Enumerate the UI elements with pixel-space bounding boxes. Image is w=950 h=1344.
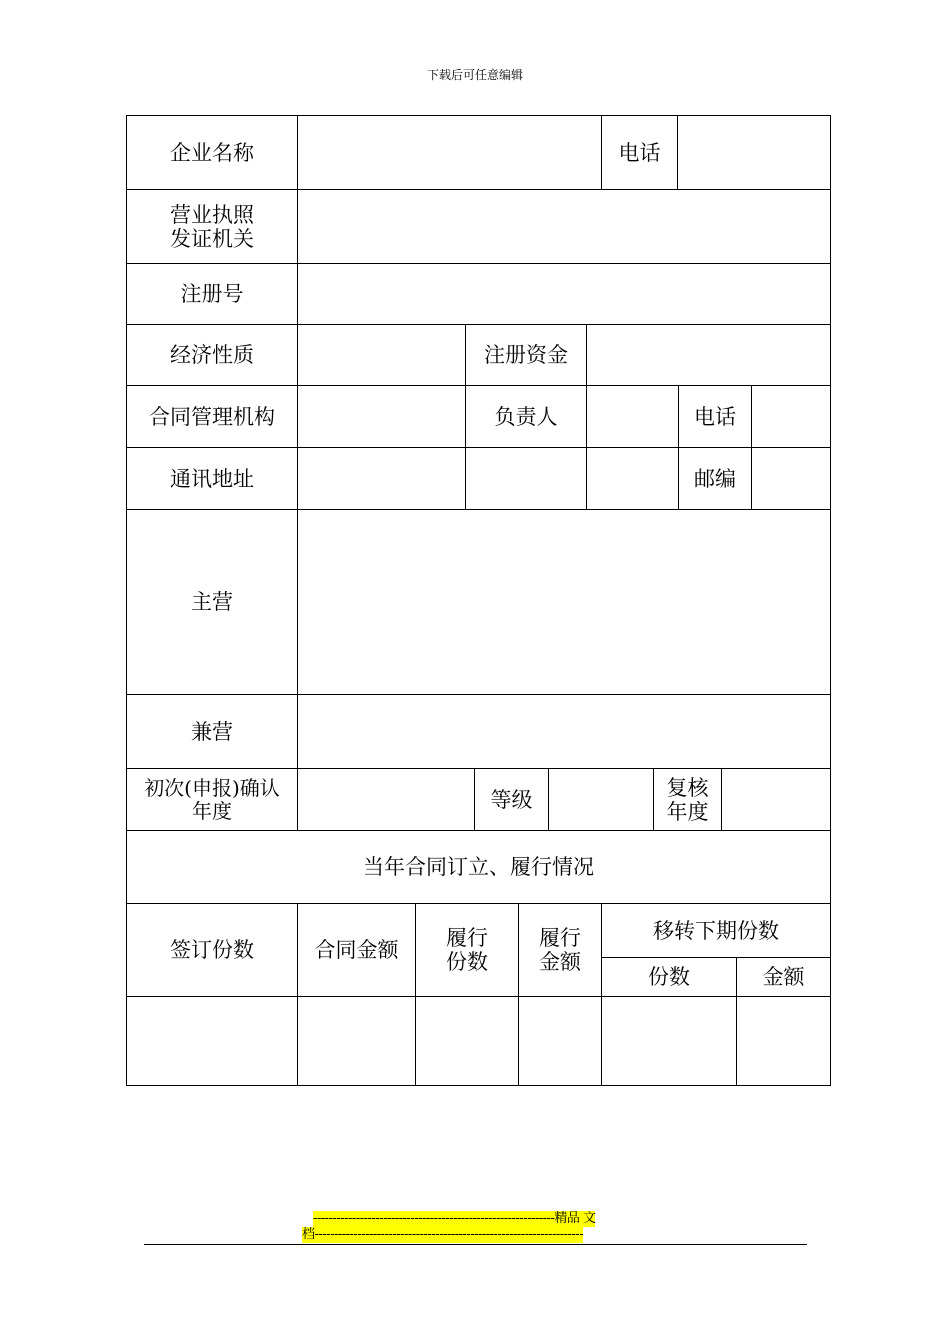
label-person-in-charge: 负责人 xyxy=(494,404,558,429)
label-license-authority: 营业执照 发证机关 xyxy=(170,202,254,251)
col-performed-amount: 履行 金额 xyxy=(539,926,581,974)
col-carried-count: 份数 xyxy=(648,965,690,989)
field-registered-capital[interactable] xyxy=(587,325,830,385)
field-signed-count[interactable] xyxy=(127,997,297,1085)
enterprise-registration-form xyxy=(126,115,831,1086)
label-main-business: 主营 xyxy=(191,590,233,614)
label-economic-nature: 经济性质 xyxy=(170,343,254,367)
footer-rule xyxy=(144,1244,807,1245)
field-grade[interactable] xyxy=(549,769,653,830)
label-grade: 等级 xyxy=(490,787,533,812)
field-first-confirm-year[interactable] xyxy=(298,769,474,830)
label-phone-2: 电话 xyxy=(694,404,736,429)
field-contract-mgmt-org[interactable] xyxy=(298,386,465,447)
col-signed-count: 签订份数 xyxy=(170,938,254,962)
page-header-note: 下载后可任意编辑 xyxy=(426,68,523,82)
section-title: 当年合同订立、履行情况 xyxy=(363,855,594,879)
field-company-name[interactable] xyxy=(298,116,601,189)
field-performed-amount[interactable] xyxy=(519,997,601,1085)
label-registration-no: 注册号 xyxy=(180,282,244,306)
field-address[interactable] xyxy=(298,448,465,509)
label-phone: 电话 xyxy=(618,140,661,165)
field-phone[interactable] xyxy=(678,116,830,189)
field-phone-2[interactable] xyxy=(752,386,830,447)
rule xyxy=(830,115,831,1086)
label-company-name: 企业名称 xyxy=(170,140,254,165)
field-person-in-charge[interactable] xyxy=(587,386,678,447)
field-carried-amount[interactable] xyxy=(737,997,830,1085)
label-registered-capital: 注册资金 xyxy=(484,343,568,367)
field-carried-count[interactable] xyxy=(602,997,736,1085)
col-carried-amount: 金额 xyxy=(762,965,805,989)
footer-line-2: 档--------------------------------------------------------------------- xyxy=(302,1227,584,1242)
field-postcode[interactable] xyxy=(752,448,830,509)
label-contract-mgmt-org: 合同管理机构 xyxy=(149,404,275,429)
label-postcode: 邮编 xyxy=(694,466,736,491)
field-license-authority[interactable] xyxy=(298,190,830,263)
field-economic-nature[interactable] xyxy=(298,325,465,385)
field-registration-no[interactable] xyxy=(298,264,830,324)
field-performed-count[interactable] xyxy=(416,997,518,1085)
col-carried-over: 移转下期份数 xyxy=(653,918,779,943)
label-address: 通讯地址 xyxy=(170,466,254,491)
rule xyxy=(126,1085,831,1086)
label-review-year: 复核 年度 xyxy=(666,775,709,824)
field-main-business[interactable] xyxy=(298,510,830,694)
col-performed-count: 履行 份数 xyxy=(446,926,488,974)
label-side-business: 兼营 xyxy=(191,719,233,744)
field-review-year[interactable] xyxy=(722,769,830,830)
col-contract-amount: 合同金额 xyxy=(314,938,399,962)
field-side-business[interactable] xyxy=(298,695,830,768)
field-contract-amount[interactable] xyxy=(298,997,415,1085)
footer-line-1: --------------------------------------------------------------精品 文 xyxy=(313,1211,596,1226)
label-first-confirm-year: 初次(申报)确认 年度 xyxy=(144,775,280,823)
